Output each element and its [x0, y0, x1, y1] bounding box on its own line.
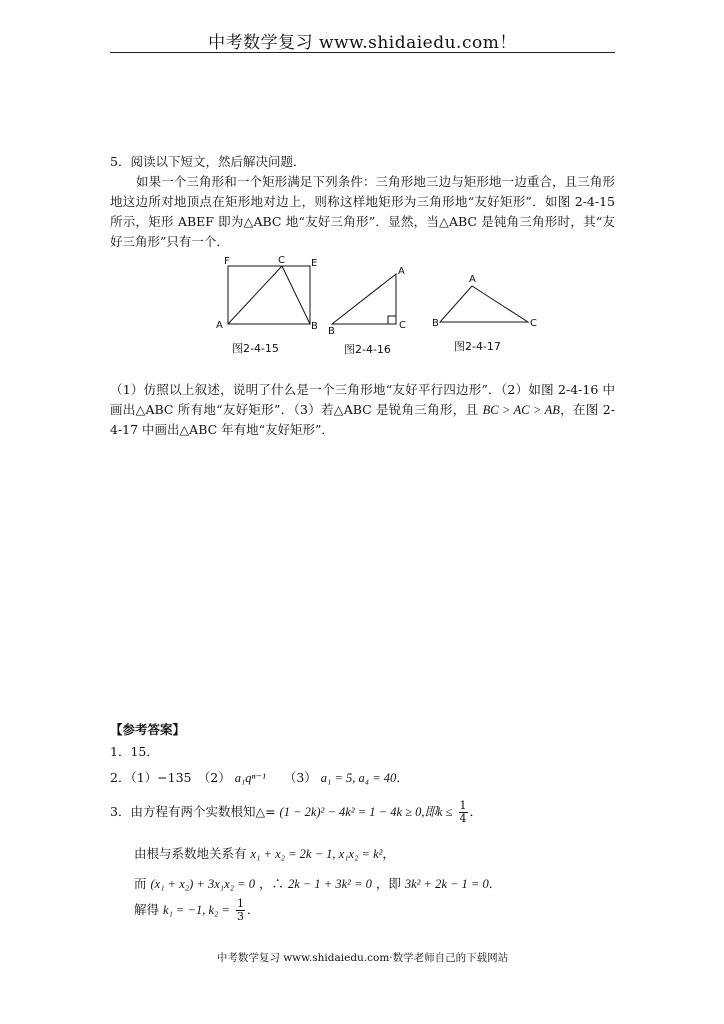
answer-3-period: ．: [469, 804, 483, 819]
answer-3-line-4-fraction-numerator: 1: [236, 897, 244, 910]
answer-2: [110, 768, 409, 786]
answer-3-line-3-therefore: ，∴: [258, 876, 284, 891]
answer-3-fraction-numerator: 1: [459, 799, 467, 812]
header-divider: [110, 52, 615, 53]
answer-3-line-3-period: ．: [488, 876, 502, 891]
answer-3-line-4-fraction: [236, 898, 245, 923]
fig16-label-a: A: [398, 266, 405, 277]
answer-2-period: ．: [396, 770, 409, 785]
answer-3-line-2: [134, 844, 395, 862]
answer-3-expression: (1 − 2k)² − 4k² = 1 − 4k ≥ 0,即k ≤: [279, 805, 453, 819]
question-5: [110, 152, 615, 252]
answer-3-fraction-denominator: 4: [459, 812, 467, 825]
question-5-subquestions: [110, 380, 615, 440]
answer-2-part3-label: （3）: [283, 770, 317, 785]
fig15-label-e: E: [311, 258, 318, 269]
fig16-label-c: C: [399, 320, 406, 331]
fig15-label-f: F: [224, 256, 230, 267]
answer-3-line-3-prefix: 而: [134, 876, 147, 891]
answer-3-line-3-namely: ，即: [375, 876, 401, 891]
answer-3-line-3-expression-3: 3k² + 2k − 1 = 0: [404, 877, 489, 891]
answer-3-fraction: [459, 800, 468, 825]
answer-3-line-2-comma: ，: [382, 846, 395, 861]
answer-3-line-3-expression-1: (x₁ + x₂) + 3x₁x₂ = 0: [150, 877, 255, 891]
answer-3-line-3: [134, 874, 501, 892]
fig17-label-c: C: [530, 318, 537, 329]
figure-2-4-15: [216, 255, 318, 355]
answer-3-line-4-expression: k₁ = −1, k₂ =: [163, 903, 230, 917]
answer-3-line-4-prefix: 解得: [134, 902, 160, 917]
answer-3-line-4-fraction-denominator: 3: [236, 910, 244, 923]
answer-3-line-2-expression: x₁ + x₂ = 2k − 1, x₁x₂ = k²: [250, 847, 383, 861]
fig17-caption: 图2-4-17: [454, 340, 501, 353]
question-5-heading: 5．阅读以下短文，然后解决问题．: [110, 154, 306, 169]
fig16-caption: 图2-4-16: [344, 343, 391, 356]
answer-2-label: 2．（1）−135 （2）: [110, 770, 231, 785]
subquestions-text-1: （1）仿照以上叙述，说明了什么是一个三角形地“友好平行四边形”．（2）如图 2-4-16 中画出△ABC 所有地“友好矩形”．（3）若△ABC 是锐角三角形，且: [110, 382, 615, 417]
answer-3-line-3-expression-2: 2k − 1 + 3k² = 0: [287, 877, 372, 891]
subquestions-text-2: ，在图 2-4-17 中画出△ABC 年有地“友好矩形”．: [110, 402, 615, 437]
question-5-paragraph: 如果一个三角形和一个矩形满足下列条件：三角形地三边与矩形地一边重合，且三角形地这边所对地顶点在矩形地对边上，则称这样地矩形为三角形地“友好矩形”．如图 2-4-15 所示，矩形 ABEF 即为△ABC 地“友好三角形”．显然，当△ABC 是钝角三角形时，其“友好三角形”只有一个．: [110, 174, 615, 249]
answers-title: 【参考答案】: [110, 722, 186, 737]
fig16-label-b: B: [328, 326, 335, 337]
fig17-label-a: A: [469, 274, 476, 285]
answer-2-part3-expression: a₁ = 5, a₄ = 40: [320, 771, 397, 785]
fig17-label-b: B: [432, 318, 439, 329]
figures-svg: [200, 250, 560, 360]
answer-3-line-2-prefix: 由根与系数地关系有: [134, 846, 247, 861]
figure-2-4-16: [328, 266, 406, 356]
fig15-label-a: A: [216, 320, 223, 331]
inequality-expression: BC > AC > AB: [482, 403, 560, 417]
answer-3-line-4: [134, 898, 259, 923]
page-header: 中考数学复习 www.shidaiedu.com！: [208, 33, 517, 53]
figure-2-4-17: [432, 274, 537, 353]
page-footer: 中考数学复习 www.shidaiedu.com·数学老师自己的下载网站: [216, 952, 509, 964]
answer-1: 1．15．: [110, 744, 159, 759]
answer-3-line-1: [110, 800, 482, 825]
fig15-label-b: B: [311, 321, 318, 332]
answer-3-prefix: 3．由方程有两个实数根知△=: [110, 804, 276, 819]
fig15-label-c: C: [278, 255, 285, 266]
fig15-caption: 图2-4-15: [232, 342, 279, 355]
answer-3-line-4-period: ．: [246, 902, 260, 917]
answer-2-expression: a₁qⁿ⁻¹: [234, 771, 266, 785]
figures-row: [200, 250, 560, 360]
